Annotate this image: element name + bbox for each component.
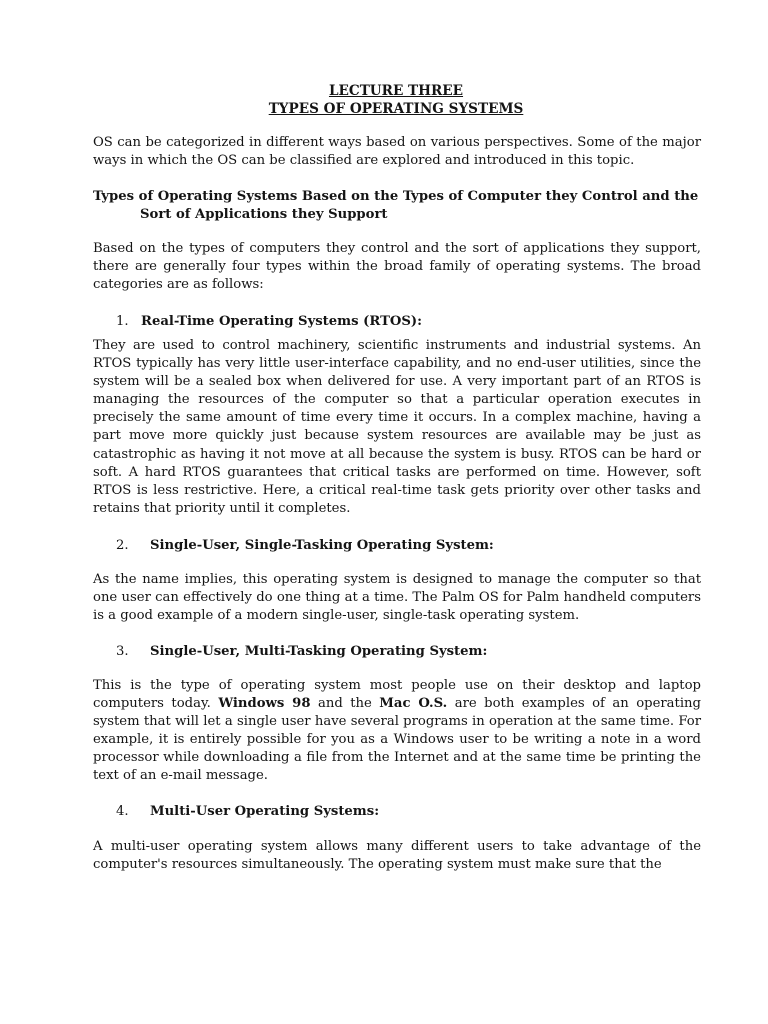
windows-98-term: Windows 98 [218,696,311,712]
section-heading-line2: Sort of Applications they Support [140,207,388,223]
item-body: A multi-user operating system allows many different users to take advantage of the computer's resources simultaneously. The operating system must make sure that the [93,839,701,873]
item-body-text: are both examples of an operating system that will let a single user have several programs in operation at the same time. For example, it is entirely possible for you as a Windows user to be writing a note in a word processor while downloading a file from the Internet and at the same time be printing the text of an e-mail message. [93,696,701,784]
item-body [93,677,701,786]
item-title: Single-User, Single-Tasking Operating System: [150,538,494,553]
item-title: Single-User, Multi-Tasking Operating System: [150,644,488,659]
item-title: Real-Time Operating Systems (RTOS): [141,314,423,329]
item-number: 4. [116,804,129,819]
page-title: TYPES OF OPERATING SYSTEMS [268,101,524,117]
item-body-text: This is the type of operating system most people use on their desktop and laptop computers today. [93,678,701,712]
mac-os-term: Mac O.S. [379,696,448,712]
section-heading-line1: Types of Operating Systems Based on the Types of Computer they Control and the [93,189,699,204]
item-number: 2. [116,538,129,553]
item-number: 1. [116,314,129,329]
intro-paragraph: OS can be categorized in different ways based on various perspectives. Some of the major ways in which the OS can be classified are explored and introduced in this topic. [93,135,701,169]
item-body-text: and the [317,696,372,712]
section-heading [93,188,701,224]
item-title: Multi-User Operating Systems: [150,804,380,819]
item-body: They are used to control machinery, scientific instruments and industrial systems. An RTOS typically has very little user-interface capability, and no end-user utilities, since the system will be a sealed box when delivered for use. A very important part of an RTOS is managing the resources of the computer so that a particular operation executes in precisely the same amount of time every time it occurs. In a complex machine, having a part move more quickly just because system resources are available may be just as catastrophic as having it not move at all because the system is busy. RTOS can be hard or soft. A hard RTOS guarantees that critical tasks are performed on time. However, soft RTOS is less restrictive. Here, a critical real-time task gets priority over other tasks and retains that priority until it completes. [93,338,701,516]
item-body: As the name implies, this operating system is designed to manage the computer so that one user can effectively do one thing at a time. The Palm OS for Palm handheld computers is a good example of a modern single-user, single-task operating system. [93,572,701,624]
item-number: 3. [116,644,129,659]
lecture-heading: LECTURE THREE [328,83,464,99]
section-intro-paragraph: Based on the types of computers they control and the sort of applications they support, there are generally four types within the broad family of operating systems. The broad categories are as follows: [93,241,701,293]
